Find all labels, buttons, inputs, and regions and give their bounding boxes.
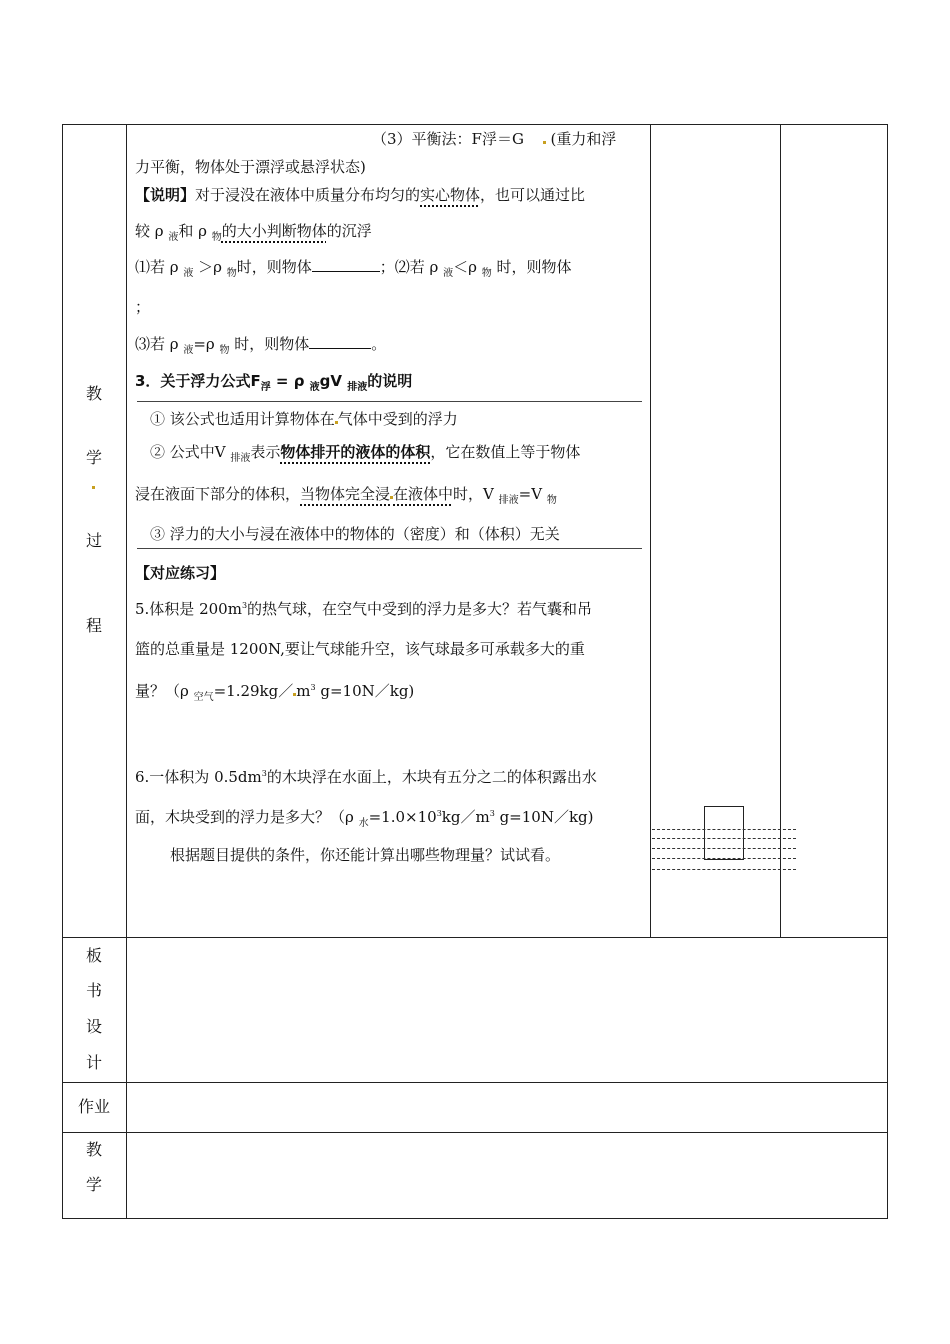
balance-method-line2: 力平衡，物体处于漂浮或悬浮状态)	[135, 158, 366, 176]
question-6-line1: 6.一体积为 $0.5dm^3$的木块浮在水面上，木块有五分之二的体积露出水	[135, 768, 597, 786]
side-char: 书	[85, 981, 102, 1000]
water-line	[652, 869, 796, 870]
side-char: 教	[85, 384, 102, 403]
question-6-line2: 面，木块受到的浮力是多大？（ρ $_水=1.0\times 10^3kg/m^3$ g=10N／kg)	[135, 808, 594, 829]
water-line	[652, 829, 796, 830]
answer-blank[interactable]	[312, 257, 380, 272]
question-5-line2: 篮的总重量是 1200N,要让气球能升空，该气球最多可承载多大的重	[135, 640, 585, 658]
question-5-line1: 5.体积是 $200m^3$的热气球，在空气中受到的浮力是多大？若气囊和吊	[135, 600, 593, 618]
answer-blank[interactable]	[309, 334, 371, 349]
balance-method-line1: （3）平衡法：F浮＝G (重力和浮	[372, 130, 617, 148]
side-label-homework: 作业	[77, 1097, 110, 1116]
side-char: 程	[85, 616, 102, 635]
case-semicolon: ；	[135, 298, 151, 316]
water-line	[652, 848, 796, 849]
case-line3: ⑶若 ρ $_液$=ρ $_物$ 时，则物体 。	[135, 335, 387, 356]
side-char: 教	[85, 1140, 102, 1159]
note-line1: 【说明】对于浸没在液体中质量分布均匀的实心物体，也可以通过比	[135, 186, 586, 204]
side-char: 学	[85, 448, 102, 467]
point-2-line1: ② 公式中V $_{排液}$表示物体排开的液体的体积，它在数值上等于物体	[150, 443, 581, 464]
side-char: 计	[85, 1053, 102, 1072]
point-1: ① 该公式也适用计算物体在 气体中受到的浮力	[150, 410, 458, 428]
practice-label: 【对应练习】	[135, 564, 226, 582]
question-6-line3: 根据题目提供的条件，你还能计算出哪些物理量？试试看。	[170, 846, 561, 864]
note-line2: 较 ρ $_液$和 ρ $_物$的大小判断物体的沉浮	[135, 222, 372, 243]
question-5-line3: 量？（ρ $_{空气}$=1.29kg／ $m^3$ g=10N／kg)	[135, 682, 415, 703]
marker-dot	[92, 474, 95, 493]
point-3: ③ 浮力的大小与浸在液体中的物体的（密度）和（体积）无关	[150, 525, 560, 543]
side-char: 设	[85, 1017, 102, 1036]
side-char: 学	[85, 1175, 102, 1194]
section-heading-3: 3．关于浮力公式$F_浮 = \rho$ $_液$gV $_{排液}$的说明	[135, 372, 413, 393]
point-2-line2: 浸在液面下部分的体积，当物体完全浸 在液体中时，V $_{排液}$=V $_物$	[135, 485, 557, 506]
side-char: 过	[85, 531, 102, 550]
water-line	[652, 858, 796, 859]
wooden-block	[704, 806, 744, 860]
case-line1: ⑴若 ρ $_液$ ＞ρ $_物$时，则物体 ；⑵若 ρ $_液$＜ρ $_物$ 时，则物体	[135, 258, 572, 279]
side-char: 板	[85, 946, 102, 965]
marker-dot	[543, 141, 546, 144]
water-line	[652, 838, 796, 839]
